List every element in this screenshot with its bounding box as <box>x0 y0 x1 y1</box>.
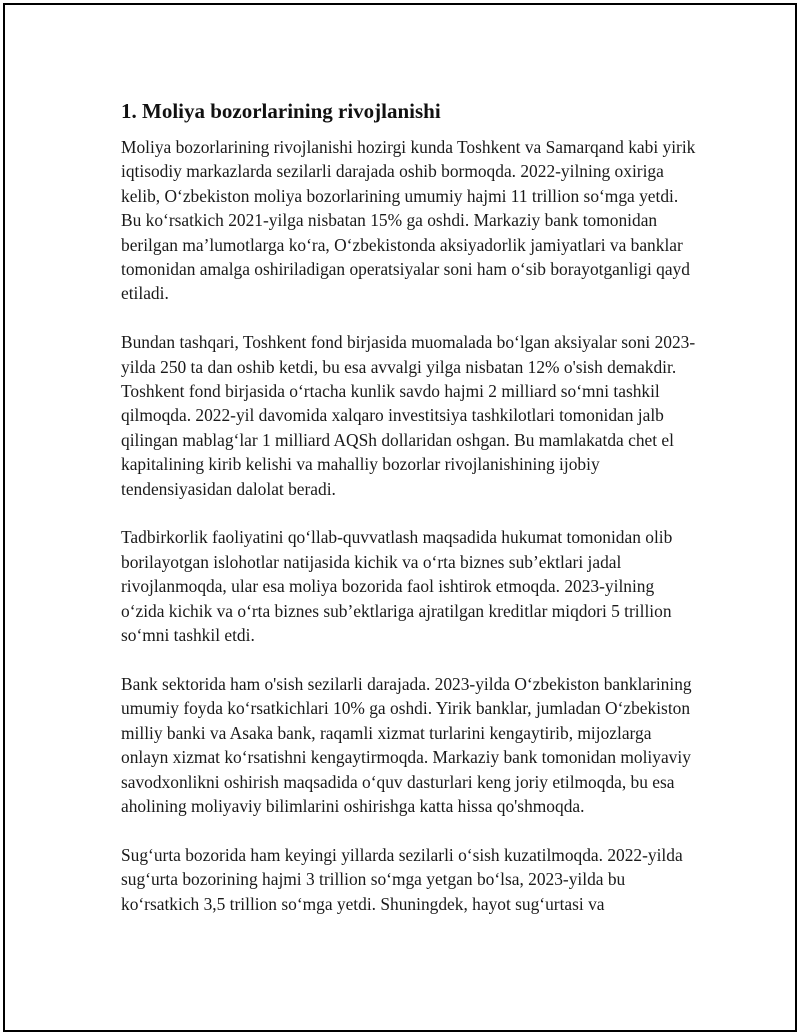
paragraph-insurance-market: Sug‘urta bozorida ham keyingi yillarda sezilarli o‘sish kuzatilmoqda. 2022-yilda sug‘urta bozorining hajmi 3 trillion so‘mga yetgan bo‘lsa, 2023-yilda bu ko‘rsatkich 3,5 trillion so‘mga yetdi. Shuningdek, hayot sug‘urtasi va <box>121 844 683 914</box>
section-heading: 1. Moliya bozorlarining rivojlanishi <box>121 99 441 123</box>
paragraph-stock-exchange: Bundan tashqari, Toshkent fond birjasida muomalada bo‘lgan aksiyalar soni 2023-yilda 250 ta dan oshib ketdi, bu esa avvalgi yilga nisbatan 12% o'sish demakdir. Toshkent fond birjasida o‘rtacha kunlik savdo hajmi 2 milliard so‘mni tashkil qilmoqda. 2022-yil davomida xalqaro investitsiya tashkilotlari tomonidan jalb qilingan mablag‘lar 1 milliard AQSh dollaridan oshgan. Bu mamlakatda chet el kapitalining kirib kelishi va mahalliy bozorlar rivojlanishining ijobiy tendensiyasidan dalolat beradi. <box>121 332 696 499</box>
paragraph-small-business: Tadbirkorlik faoliyatini qo‘llab-quvvatlash maqsadida hukumat tomonidan olib borilayotgan islohotlar natijasida kichik va o‘rta biznes sub’ektlari jadal rivojlanmoqda, ular esa moliya bozorida faol ishtirok etmoqda. 2023-yilning o‘zida kichik va o‘rta biznes sub’ektlariga ajratilgan kreditlar miqdori 5 trillion so‘mni tashkil etdi. <box>121 527 673 646</box>
document-body <box>121 97 701 940</box>
page-frame <box>3 3 797 1032</box>
paragraph-markets-growth: Moliya bozorlarining rivojlanishi hozirgi kunda Toshkent va Samarqand kabi yirik iqtisodiy markazlarda sezilarli darajada oshib bormoqda. 2022-yilning oxiriga kelib, O‘zbekiston moliya bozorlarining umumiy hajmi 11 trillion so‘mga yetdi. Bu ko‘rsatkich 2021-yilga nisbatan 15% ga oshdi. Markaziy bank tomonidan berilgan ma’lumotlarga ko‘ra, O‘zbekistonda aksiyadorlik jamiyatlari va banklar tomonidan amalga oshiriladigan operatsiyalar soni ham o‘sib borayotganligi qayd etiladi. <box>121 137 696 304</box>
paragraph-banking-sector: Bank sektorida ham o'sish sezilarli darajada. 2023-yilda O‘zbekiston banklarining umumiy foyda ko‘rsatkichlari 10% ga oshdi. Yirik banklar, jumladan O‘zbekiston milliy banki va Asaka bank, raqamli xizmat turlarini kengaytirib, mijozlarga onlayn xizmat ko‘rsatishni kengaytirmoqda. Markaziy bank tomonidan moliyaviy savodxonlikni oshirish maqsadida o‘quv dasturlari keng joriy etilmoqda, bu esa aholining moliyaviy bilimlarini oshirishga katta hissa qo'shmoqda. <box>121 673 692 816</box>
